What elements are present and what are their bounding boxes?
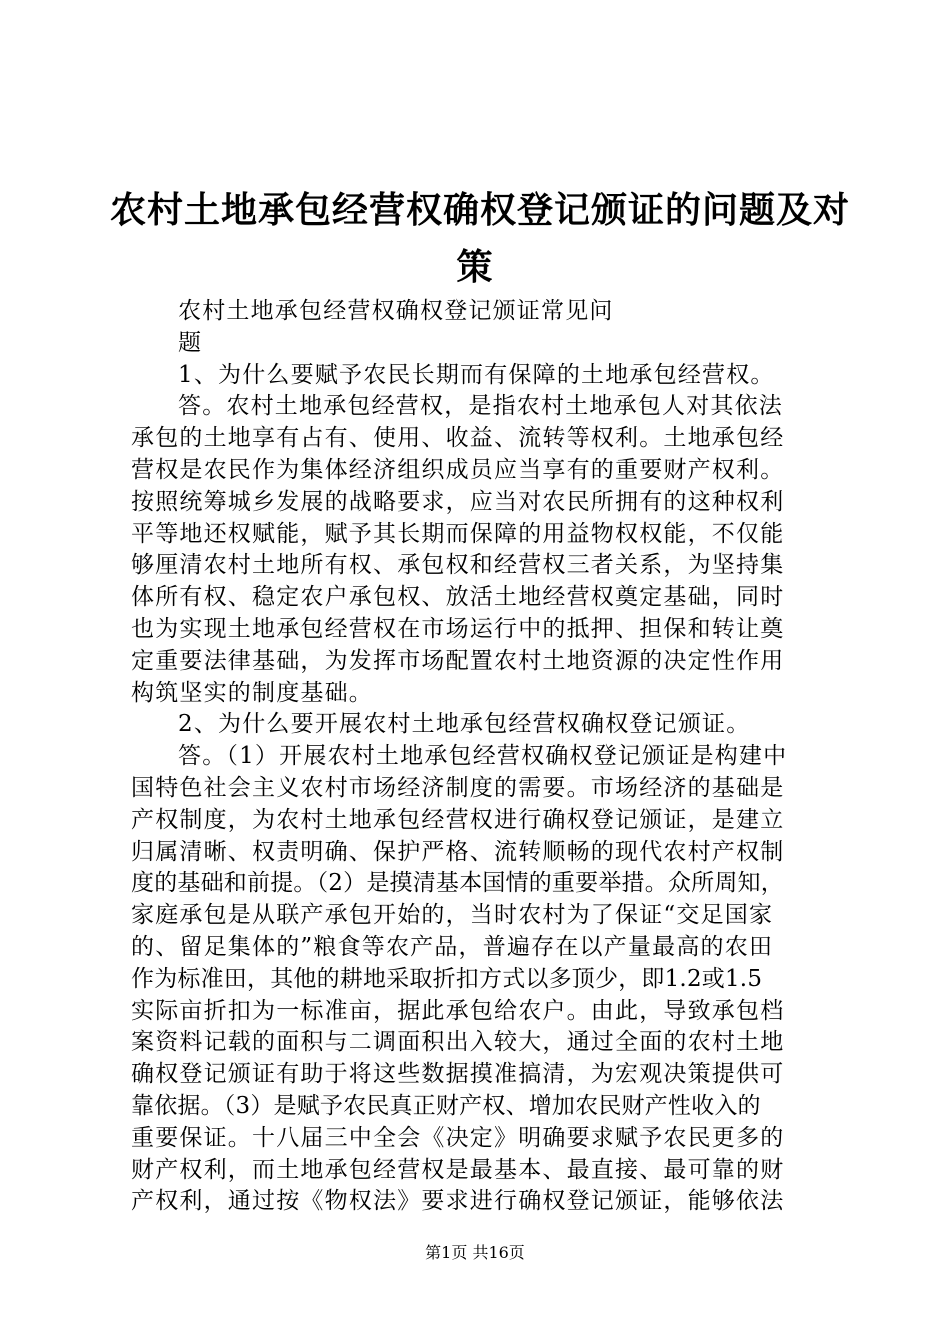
document-title-line-1: 农村土地承包经营权确权登记颁证的问题及对 <box>110 189 851 231</box>
answer-line: 定重要法律基础，为发挥市场配置农村土地资源的决定性作用 <box>131 647 785 674</box>
question-1: 1、为什么要赋予农民长期而有保障的土地承包经营权。 <box>178 361 775 388</box>
answer-line: 实际亩折扣为一标准亩，据此承包给农户。由此，导致承包档 <box>131 997 785 1024</box>
answer-line: 重要保证。十八届三中全会《决定》明确要求赋予农民更多的 <box>131 1124 785 1151</box>
answer-line: 平等地还权赋能，赋予其长期而保障的用益物权权能，不仅能 <box>131 520 785 547</box>
answer-line: 答。（1）开展农村土地承包经营权确权登记颁证是构建中 <box>178 743 788 770</box>
answer-line: 承包的土地享有占有、使用、收益、流转等权利。土地承包经 <box>131 425 785 452</box>
answer-line: 案资料记载的面积与二调面积出入较大，通过全面的农村土地 <box>131 1029 785 1056</box>
answer-line: 国特色社会主义农村市场经济制度的需要。市场经济的基础是 <box>131 774 785 801</box>
page-footer: 第1页 共16页 <box>425 1243 525 1262</box>
document-body <box>131 296 831 1218</box>
answer-line: 构筑坚实的制度基础。 <box>131 679 373 706</box>
answer-line: 的、留足集体的”粮食等农产品，普遍存在以产量最高的农田 <box>131 933 774 960</box>
answer-line: 靠依据。（3）是赋予农民真正财产权、增加农民财产性收入的 <box>131 1092 761 1119</box>
answer-line: 家庭承包是从联产承包开始的，当时农村为了保证“交足国家 <box>131 902 774 929</box>
answer-line: 够厘清农村土地所有权、承包权和经营权三者关系，为坚持集 <box>131 552 785 579</box>
answer-line: 财产权利，而土地承包经营权是最基本、最直接、最可靠的财 <box>131 1156 785 1183</box>
question-2: 2、为什么要开展农村土地承包经营权确权登记颁证。 <box>178 711 751 738</box>
answer-line: 产权制度，为农村土地承包经营权进行确权登记颁证，是建立 <box>131 806 785 833</box>
answer-line: 按照统筹城乡发展的战略要求，应当对农民所拥有的这种权利 <box>131 488 785 515</box>
answer-line: 确权登记颁证有助于将这些数据摸准搞清，为宏观决策提供可 <box>131 1061 785 1088</box>
answer-line: 答。农村土地承包经营权，是指农村土地承包人对其依法 <box>178 393 783 420</box>
answer-line: 营权是农民作为集体经济组织成员应当享有的重要财产权利。 <box>131 456 785 483</box>
answer-line: 产权利，通过按《物权法》要求进行确权登记颁证，能够依法 <box>131 1188 785 1215</box>
document-title-line-2: 策 <box>456 246 494 288</box>
answer-line: 归属清晰、权责明确、保护严格、流转顺畅的现代农村产权制 <box>131 838 785 865</box>
answer-line: 体所有权、稳定农户承包权、放活土地经营权奠定基础，同时 <box>131 584 785 611</box>
answer-line: 度的基础和前提。（2）是摸清基本国情的重要举措。众所周知， <box>131 870 784 897</box>
subheading-line: 农村土地承包经营权确权登记颁证常见问 <box>178 298 614 324</box>
answer-line: 作为标准田，其他的耕地采取折扣方式以多顶少，即1.2或1.5 <box>131 965 763 992</box>
subheading-line: 题 <box>178 329 203 356</box>
answer-line: 也为实现土地承包经营权在市场运行中的抵押、担保和转让奠 <box>131 615 785 642</box>
